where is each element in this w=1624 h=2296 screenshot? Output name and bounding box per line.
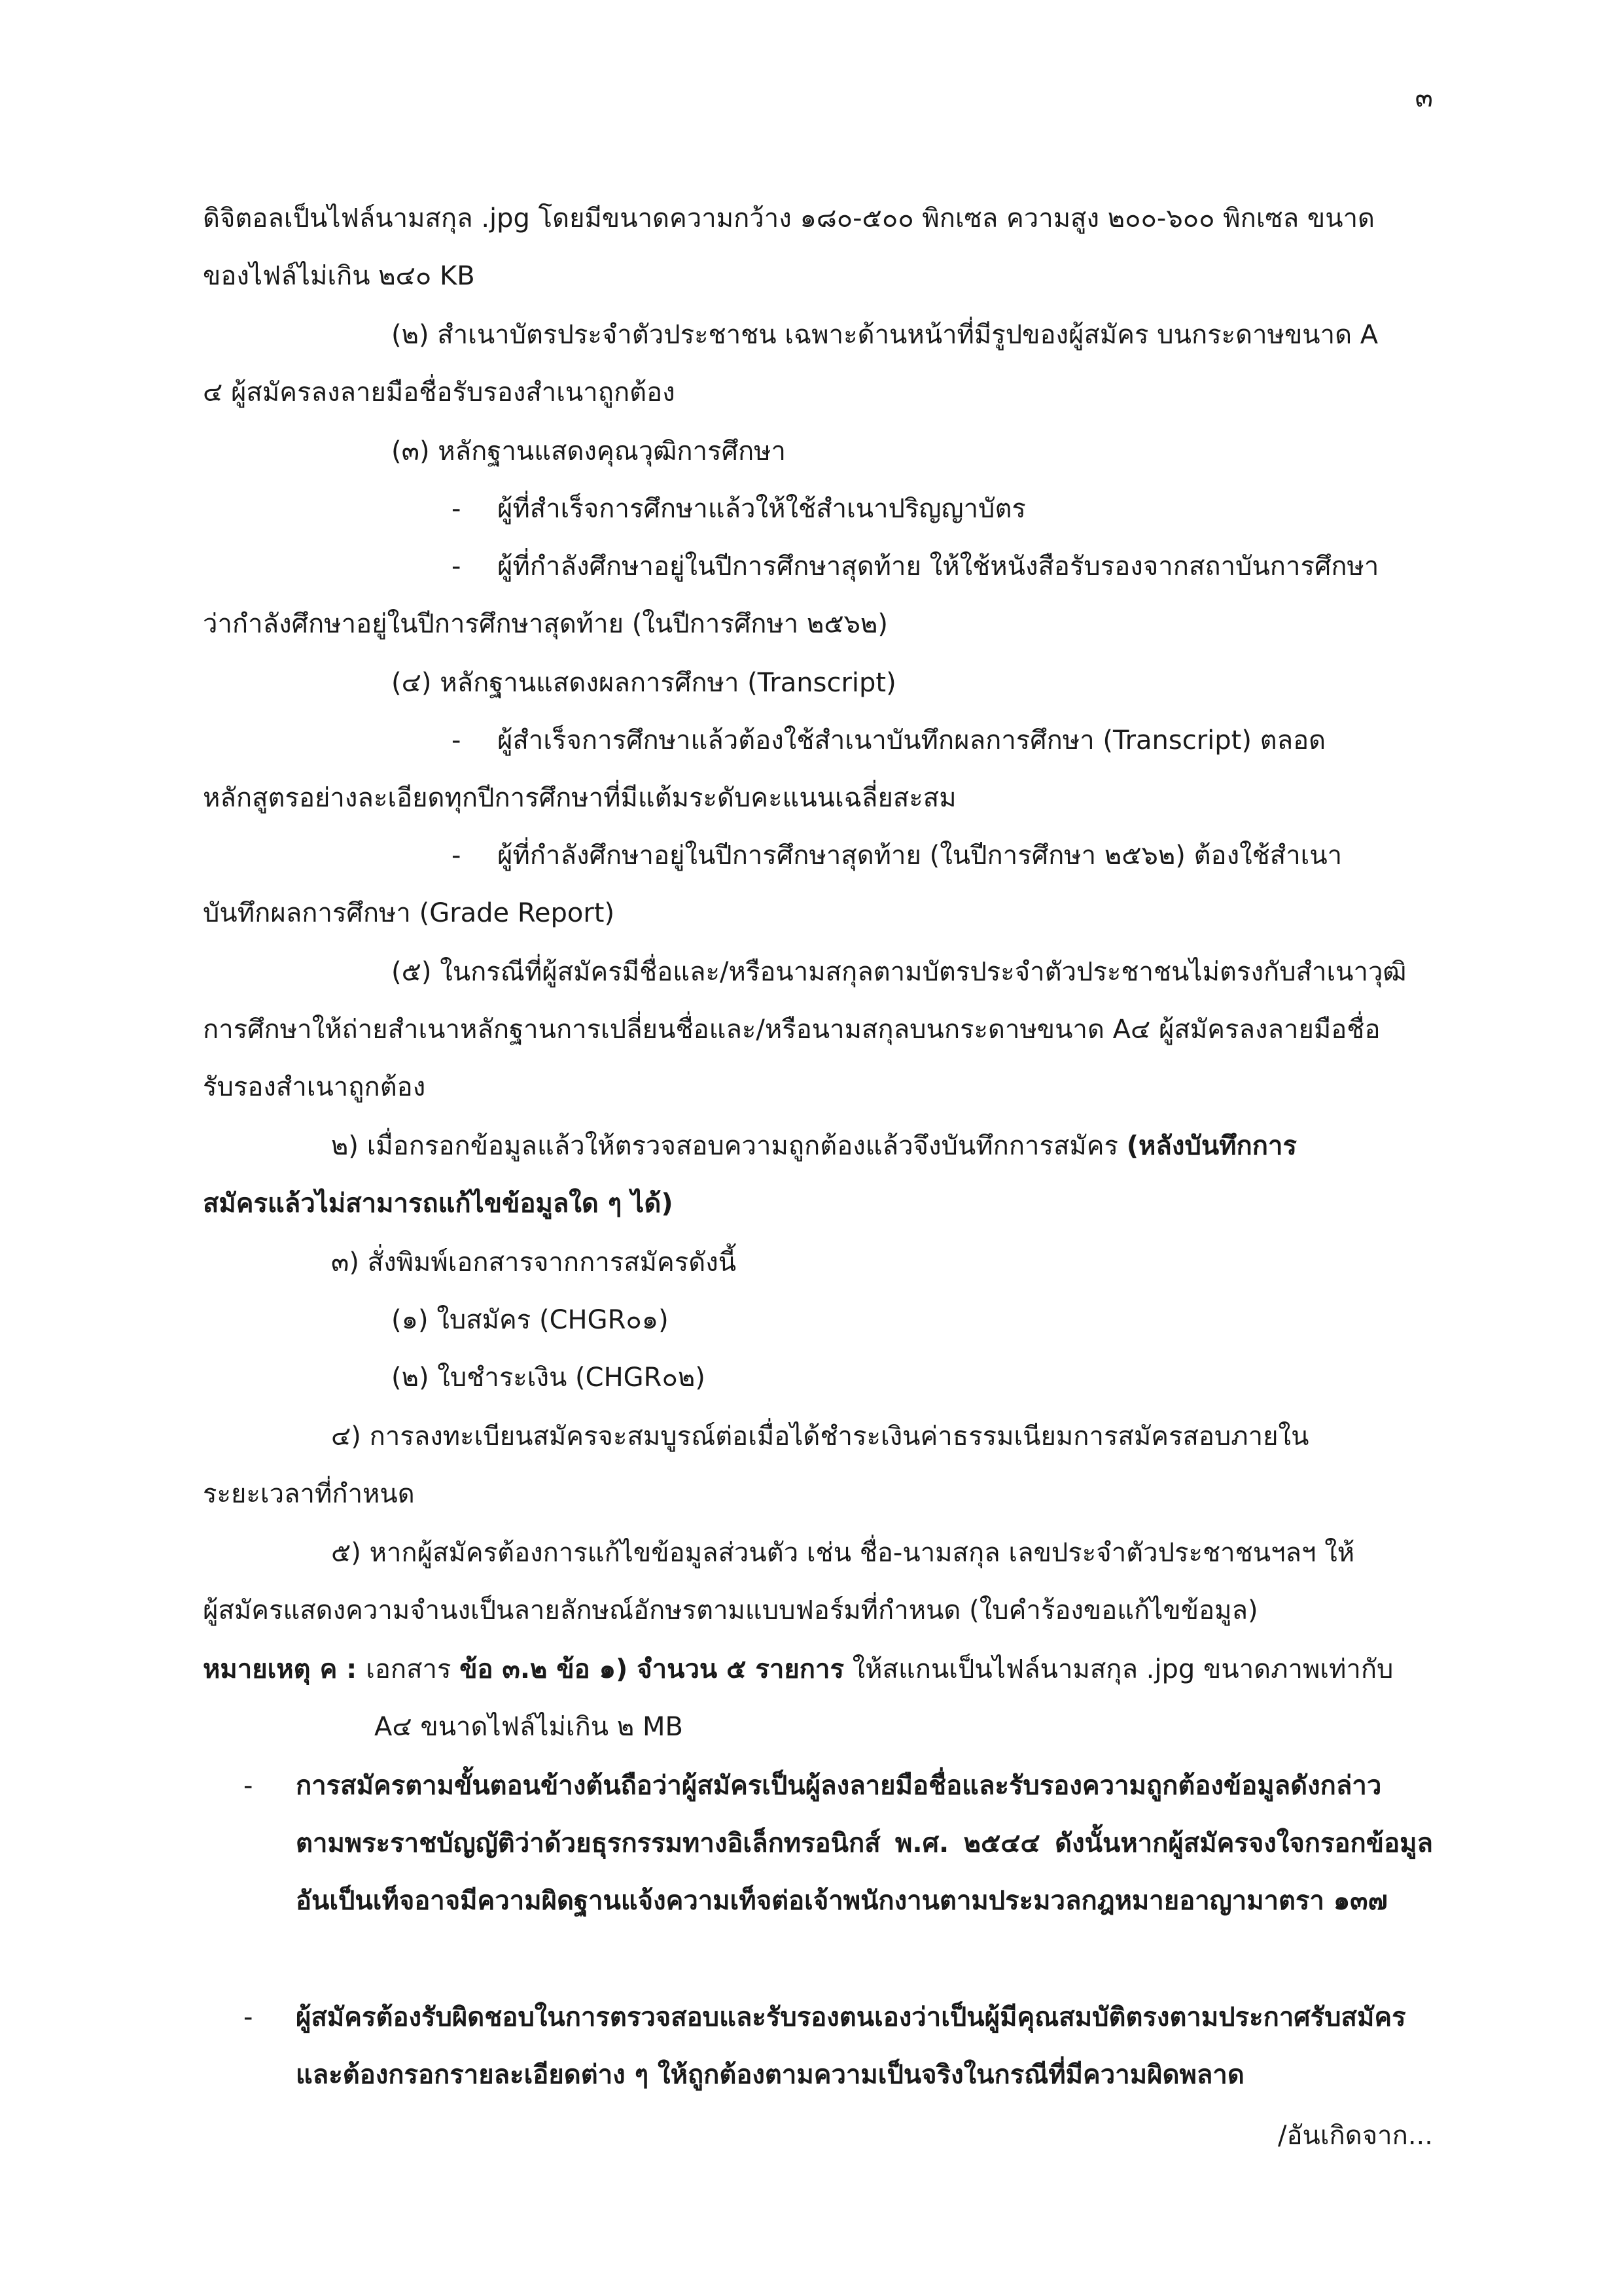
text-line bbox=[331, 1117, 1433, 1175]
list-item bbox=[451, 538, 1433, 595]
text-line: ว่ากำลังศึกษาอยู่ในปีการศึกษาสุดท้าย (ในปีการศึกษา ๒๕๖๒) bbox=[203, 609, 888, 639]
dash-marker: - bbox=[451, 841, 461, 871]
dash-marker: - bbox=[243, 1771, 253, 1801]
text-line: (๕) ในกรณีที่ผู้สมัครมีชื่อและ/หรือนามสกุลตามบัตรประจำตัวประชาชนไม่ตรงกับสำเนาวุฒิ bbox=[391, 957, 1407, 987]
text-line: ของไฟล์ไม่เกิน ๒๔๐ KB bbox=[203, 261, 475, 291]
dash-marker: - bbox=[451, 725, 461, 756]
continuation-note: /อันเกิดจาก... bbox=[1278, 2121, 1433, 2151]
text-line: ๓) สั่งพิมพ์เอกสารจากการสมัครดังนี้ bbox=[331, 1247, 737, 1278]
note-label: หมายเหตุ ค : bbox=[203, 1654, 366, 1684]
note-line bbox=[203, 1641, 1433, 1698]
note-bold: ข้อ ๓.๒ ข้อ ๑) จำนวน ๕ รายการ bbox=[459, 1654, 844, 1684]
text-line: ดิจิตอลเป็นไฟล์นามสกุล .jpg โดยมีขนาดความกว้าง ๑๘๐-๕๐๐ พิกเซล ความสูง ๒๐๐-๖๐๐ พิกเซล ขนาด bbox=[203, 203, 1375, 234]
text-line: รับรองสำเนาถูกต้อง bbox=[203, 1072, 426, 1102]
text-line: บันทึกผลการศึกษา (Grade Report) bbox=[203, 898, 615, 928]
step-text: ๒) เมื่อกรอกข้อมูลแล้วให้ตรวจสอบความถูกต้องแล้วจึงบันทึกการสมัคร bbox=[331, 1131, 1127, 1161]
text-line: ๔) การลงทะเบียนสมัครจะสมบูรณ์ต่อเมื่อได้ชำระเงินค่าธรรมเนียมการสมัครสอบภายใน bbox=[331, 1421, 1309, 1452]
text-line: การศึกษาให้ถ่ายสำเนาหลักฐานการเปลี่ยนชื่อและ/หรือนามสกุลบนกระดาษขนาด A๔ ผู้สมัครลงลายมือชื่อ bbox=[203, 1015, 1381, 1045]
text-line: ผู้ที่กำลังศึกษาอยู่ในปีการศึกษาสุดท้าย ให้ใช้หนังสือรับรองจากสถาบันการศึกษา bbox=[497, 551, 1379, 582]
list-item bbox=[451, 480, 1433, 538]
step-note-bold: (หลังบันทึกการ bbox=[1126, 1131, 1297, 1161]
text-line: (๒) สำเนาบัตรประจำตัวประชาชน เฉพาะด้านหน้าที่มีรูปของผู้สมัคร บนกระดาษขนาด A bbox=[391, 320, 1379, 350]
list-item bbox=[451, 827, 1433, 884]
text-line: ระยะเวลาที่กำหนด bbox=[203, 1479, 415, 1509]
text-line: ผู้ที่สำเร็จการศึกษาแล้วให้ใช้สำเนาปริญญาบัตร bbox=[497, 494, 1026, 524]
text-line: A๔ ขนาดไฟล์ไม่เกิน ๒ MB bbox=[374, 1712, 683, 1742]
text-line: (๓) หลักฐานแสดงคุณวุฒิการศึกษา bbox=[391, 436, 786, 466]
text-line: สมัครแล้วไม่สามารถแก้ไขข้อมูลใด ๆ ได้) bbox=[203, 1189, 673, 1219]
text-line: ผู้สมัครแสดงความจำนงเป็นลายลักษณ์อักษรตามแบบฟอร์มที่กำหนด (ใบคำร้องขอแก้ไขข้อมูล) bbox=[203, 1595, 1258, 1626]
text-line: (๒) ใบชำระเงิน (CHGR๐๒) bbox=[391, 1363, 705, 1393]
text-line: (๔) หลักฐานแสดงผลการศึกษา (Transcript) bbox=[391, 668, 896, 698]
text-line: ผู้ที่กำลังศึกษาอยู่ในปีการศึกษาสุดท้าย (ในปีการศึกษา ๒๕๖๒) ต้องใช้สำเนา bbox=[497, 841, 1343, 871]
page-number: ๓ bbox=[1415, 83, 1433, 113]
text-line: ๔ ผู้สมัครลงลายมือชื่อรับรองสำเนาถูกต้อง bbox=[203, 377, 675, 408]
note-text: เอกสาร bbox=[366, 1654, 460, 1684]
text-line: ผู้สำเร็จการศึกษาแล้วต้องใช้สำเนาบันทึกผลการศึกษา (Transcript) ตลอด bbox=[497, 725, 1326, 756]
text-line: ๕) หากผู้สมัครต้องการแก้ไขข้อมูลส่วนตัว เช่น ชื่อ-นามสกุล เลขประจำตัวประชาชนฯลฯ ให้ bbox=[331, 1538, 1355, 1568]
list-item bbox=[451, 712, 1433, 769]
dash-marker: - bbox=[451, 494, 461, 524]
dash-marker: - bbox=[451, 551, 461, 582]
bullet-paragraph: ผู้สมัครต้องรับผิดชอบในการตรวจสอบและรับรองตนเองว่าเป็นผู้มีคุณสมบัติตรงตามประกาศรับสมัครและต้องกรอกรายละเอียดต่าง ๆ ให้ถูกต้องตามความเป็นจริงในกรณีที่มีความผิดพลาด bbox=[296, 2002, 1406, 2090]
text-line: หลักสูตรอย่างละเอียดทุกปีการศึกษาที่มีแต้มระดับคะแนนเฉลี่ยสะสม bbox=[203, 783, 957, 813]
bullet-paragraph: การสมัครตามขั้นตอนข้างต้นถือว่าผู้สมัครเป็นผู้ลงลายมือชื่อและรับรองความถูกต้องข้อมูลดังกล่าวตามพระราชบัญญัติว่าด้วยธุรกรรมทางอิเล็กทรอนิกส์ พ.ศ. ๒๕๔๔ ดังนั้นหากผู้สมัครจงใจกรอกข้อมูลอันเป็นเท็จอาจมีความผิดฐานแจ้งความเท็จต่อเจ้าพนักงานตามประมวลกฎหมายอาญามาตรา ๑๓๗ bbox=[296, 1771, 1433, 1916]
note-text: ให้สแกนเป็นไฟล์นามสกุล .jpg ขนาดภาพเท่ากับ bbox=[843, 1654, 1394, 1684]
text-line: (๑) ใบสมัคร (CHGR๐๑) bbox=[391, 1305, 669, 1335]
dash-marker: - bbox=[243, 2002, 253, 2032]
